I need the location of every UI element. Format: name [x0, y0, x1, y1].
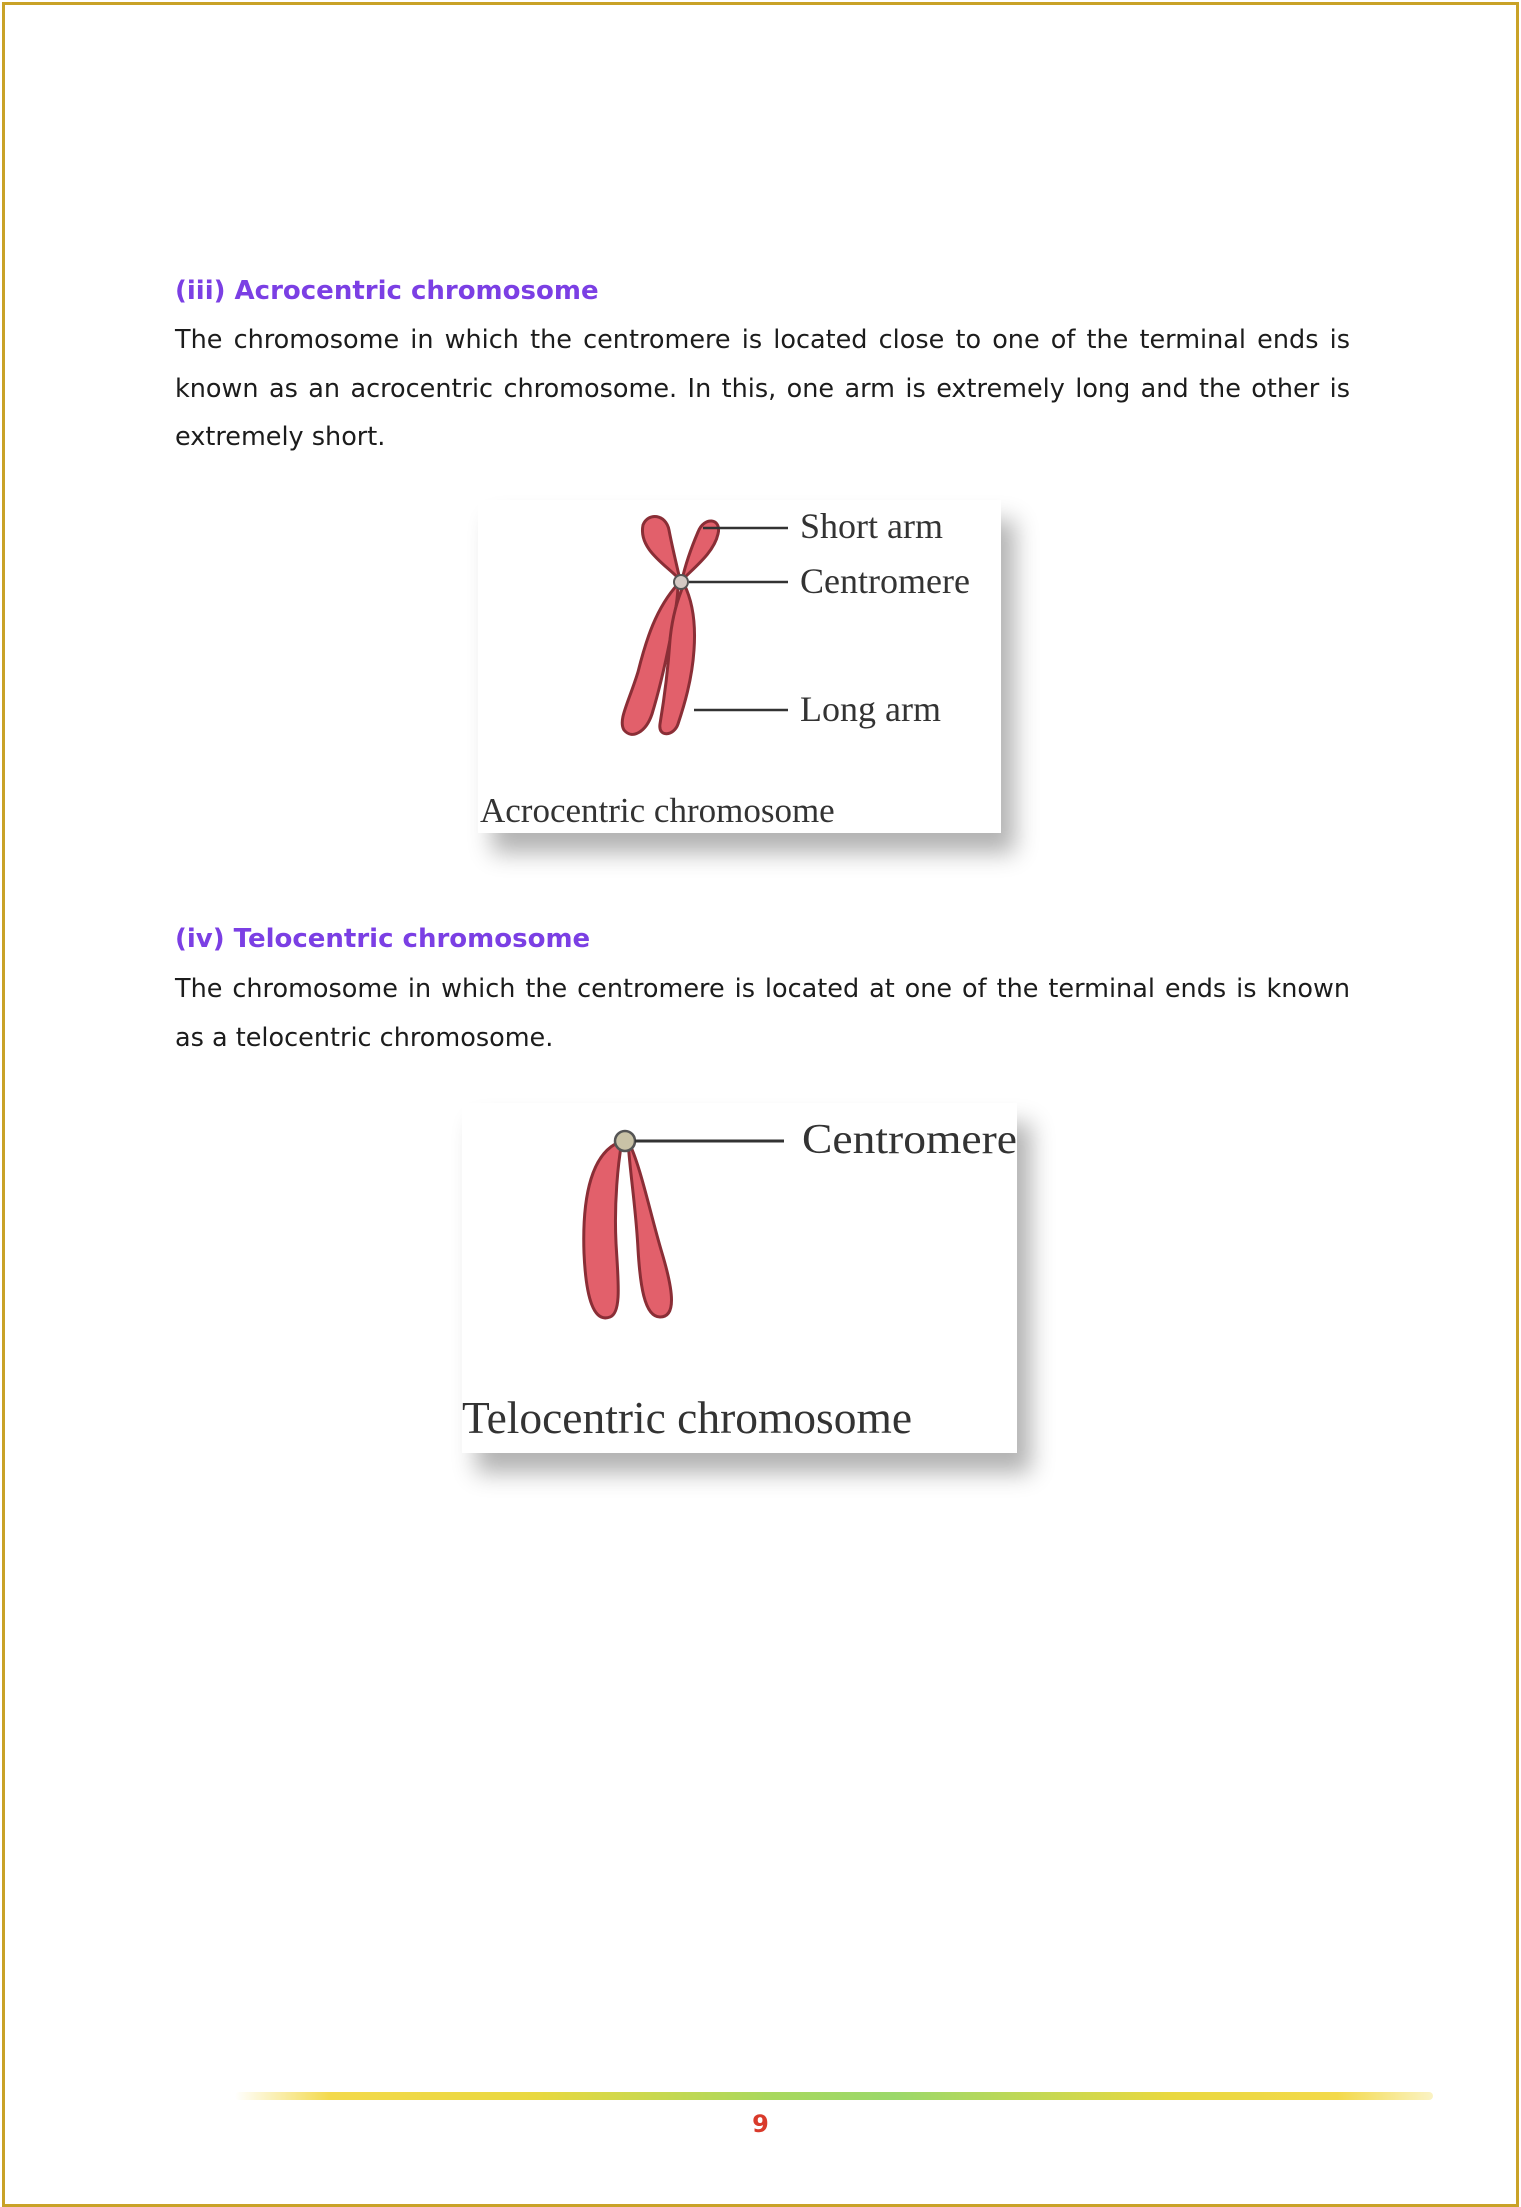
section-heading-acrocentric: (iii) Acrocentric chromosome	[175, 276, 599, 306]
telocentric-figure	[462, 1103, 1017, 1453]
telocentric-caption: Telocentric chromosome	[462, 1393, 912, 1443]
section-paragraph-acrocentric: The chromosome in which the centromere is located close to one of the terminal ends is known as an acrocentric chromosome. In this, one arm is extremely long and the other is extremely short.	[175, 325, 1350, 452]
section-heading-telocentric: (iv) Telocentric chromosome	[175, 924, 591, 954]
page-number: 9	[752, 2110, 769, 2138]
acrocentric-diagram	[478, 500, 1001, 833]
acrocentric-label-long-arm: Long arm	[800, 689, 941, 729]
telocentric-diagram	[462, 1103, 1017, 1453]
telocentric-chromatid-right	[628, 1141, 672, 1317]
acrocentric-figure	[478, 500, 1001, 833]
acrocentric-short-arm-right	[682, 521, 719, 580]
telocentric-label-centromere: Centromere	[802, 1117, 1017, 1163]
acrocentric-label-short-arm: Short arm	[800, 506, 943, 546]
section-paragraph-telocentric: The chromosome in which the centromere is located at one of the terminal ends is known as a telocentric chromosome.	[175, 974, 1350, 1053]
telocentric-chromatid-left	[584, 1141, 622, 1318]
acrocentric-short-arm-left	[642, 516, 680, 580]
acrocentric-label-centromere: Centromere	[800, 561, 970, 601]
telocentric-centromere-dot	[615, 1131, 635, 1151]
footer-rule	[235, 2092, 1433, 2100]
acrocentric-caption: Acrocentric chromosome	[480, 791, 835, 830]
acrocentric-centromere-dot	[674, 575, 688, 589]
